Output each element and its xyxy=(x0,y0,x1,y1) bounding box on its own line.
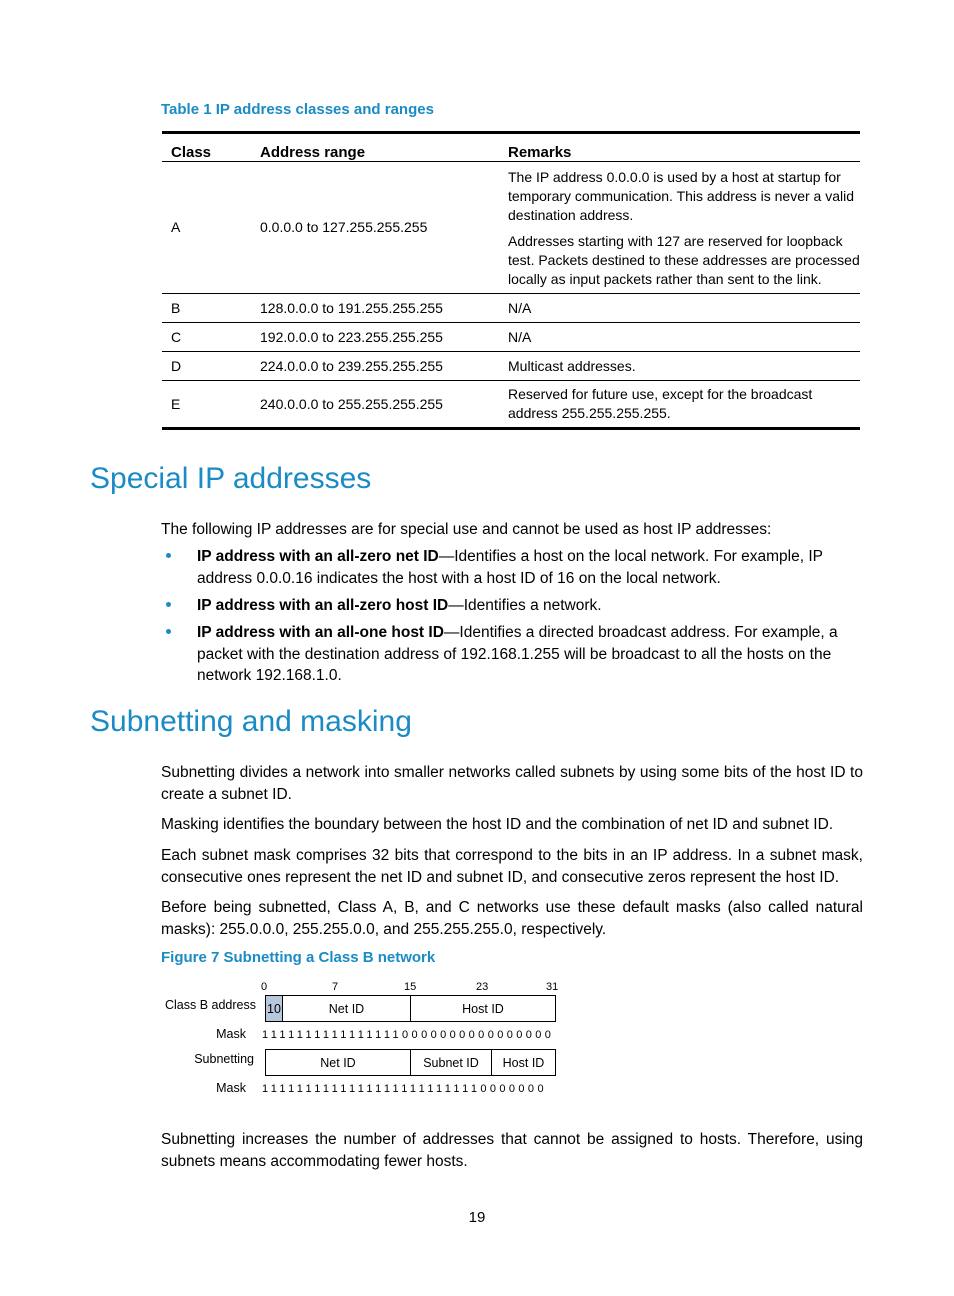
subnet-id-box xyxy=(410,1049,492,1076)
subnetting-paragraph: Each subnet mask comprises 32 bits that correspond to the bits in an IP address. In a subnet mask, consecutive ones represent the net ID and subnet ID, and consecutive zeros represent the host ID. xyxy=(161,847,863,886)
page-number: 19 xyxy=(468,1209,486,1226)
list-item xyxy=(161,546,863,589)
row-label: Subnetting xyxy=(194,1052,254,1066)
bullet-icon xyxy=(166,629,171,634)
remark-text: Addresses starting with 127 are reserved for loopback test. Packets destined to these addresses are processed locally as input packets rather than sent to the link. xyxy=(508,233,860,287)
ip-classes-table xyxy=(162,131,860,430)
box-label: Net ID xyxy=(320,1055,356,1070)
cell-remarks xyxy=(499,162,860,294)
figure-caption: Figure 7 Subnetting a Class B network xyxy=(161,949,436,966)
host-id-box xyxy=(410,995,556,1022)
subnetting-paragraph: Before being subnetted, Class A, B, and C networks use these default masks (also called natural masks): 255.0.0.0, 255.255.0.0, and 255.255.255.0, respectively. xyxy=(161,899,863,938)
subnetting-figure xyxy=(155,978,575,1100)
cell-remarks: Multicast addresses. xyxy=(499,352,860,381)
class-bits: 10 xyxy=(267,1001,281,1016)
bullet-bold: IP address with an all-one host ID xyxy=(197,624,444,641)
table-row xyxy=(162,352,860,381)
box-label: Host ID xyxy=(462,1001,504,1016)
net-id-box xyxy=(282,995,411,1022)
bullet-bold: IP address with an all-zero net ID xyxy=(197,548,439,565)
list-item xyxy=(161,595,863,617)
cell-remarks: N/A xyxy=(499,294,860,323)
bullet-bold: IP address with an all-zero host ID xyxy=(197,597,449,614)
cell-range: 224.0.0.0 to 239.255.255.255 xyxy=(251,352,499,381)
box-label: Subnet ID xyxy=(423,1055,479,1070)
cell-range: 128.0.0.0 to 191.255.255.255 xyxy=(251,294,499,323)
host-id-box xyxy=(491,1049,556,1076)
subnetting-paragraph: Masking identifies the boundary between the host ID and the combination of net ID and subnet ID. xyxy=(161,816,834,833)
bullet-icon xyxy=(166,553,171,558)
bullet-text: —Identifies a host on the local network. For example, IP address 0.0.0.16 indicates the host with a host ID of 16 on the local network. xyxy=(197,548,823,587)
table-row xyxy=(162,162,860,294)
row-label: Mask xyxy=(216,1081,246,1095)
bit-label: 7 xyxy=(332,981,339,993)
class-bits-box xyxy=(265,995,283,1022)
cell-class: E xyxy=(162,381,251,429)
cell-remarks: N/A xyxy=(499,323,860,352)
cell-remarks: Reserved for future use, except for the broadcast address 255.255.255.255. xyxy=(499,381,860,429)
header-class: Class xyxy=(162,133,251,162)
closing-paragraph: Subnetting increases the number of addresses that cannot be assigned to hosts. Therefore, using subnets means accommodating fewer hosts. xyxy=(161,1131,863,1170)
cell-range: 192.0.0.0 to 223.255.255.255 xyxy=(251,323,499,352)
table-row xyxy=(162,323,860,352)
header-address-range: Address range xyxy=(251,133,499,162)
remark-text: The IP address 0.0.0.0 is used by a host at startup for temporary communication. This address is never a valid destination address. xyxy=(508,169,855,223)
bit-label: 23 xyxy=(476,981,489,993)
table-row xyxy=(162,294,860,323)
table-row xyxy=(162,381,860,429)
cell-class: A xyxy=(162,162,251,294)
bit-label: 15 xyxy=(404,981,417,993)
section-heading-subnetting: Subnetting and masking xyxy=(90,705,412,738)
header-remarks: Remarks xyxy=(499,133,860,162)
table-caption: Table 1 IP address classes and ranges xyxy=(161,101,434,118)
bit-label: 31 xyxy=(546,981,559,993)
subnetting-paragraph: Subnetting divides a network into smaller networks called subnets by using some bits of the host ID to create a subnet ID. xyxy=(161,764,863,803)
bullet-text: —Identifies a network. xyxy=(448,597,602,614)
list-item xyxy=(161,622,863,687)
row-label: Class B address xyxy=(164,998,256,1012)
cell-class: B xyxy=(162,294,251,323)
mask-bits: 11111111111111110000000000000000 xyxy=(262,1029,555,1041)
net-id-box xyxy=(265,1049,411,1076)
cell-range: 240.0.0.0 to 255.255.255.255 xyxy=(251,381,499,429)
bit-label: 0 xyxy=(261,981,268,993)
box-label: Net ID xyxy=(328,1001,365,1016)
bullet-icon xyxy=(166,602,171,607)
section-heading-special: Special IP addresses xyxy=(90,462,372,495)
cell-class: C xyxy=(162,323,251,352)
row-label: Mask xyxy=(216,1027,246,1041)
box-label: Host ID xyxy=(502,1055,545,1070)
cell-class: D xyxy=(162,352,251,381)
mask-bits: 11111111111111111111111110000000 xyxy=(262,1083,547,1095)
special-intro: The following IP addresses are for special use and cannot be used as host IP addresses: xyxy=(161,521,772,538)
cell-range: 0.0.0.0 to 127.255.255.255 xyxy=(251,162,499,294)
bullet-text: —Identifies a directed broadcast address. For example, a packet with the destination address of 192.168.1.255 will be broadcast to all the hosts on the network 192.168.1.0. xyxy=(197,624,838,684)
table-header-row xyxy=(162,133,860,162)
